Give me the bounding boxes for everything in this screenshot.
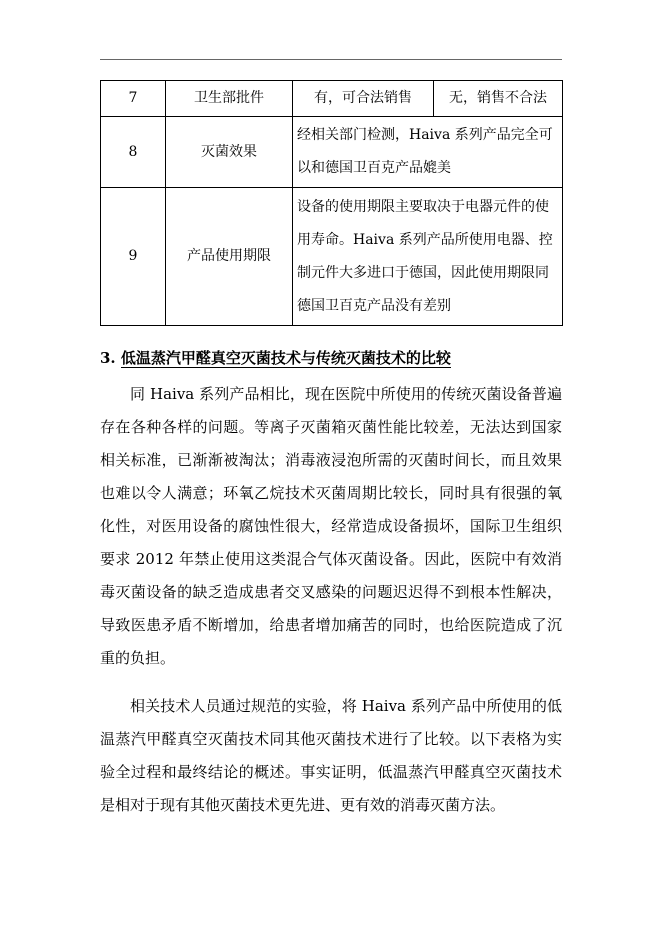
- row-item: 卫生部批件: [166, 81, 293, 117]
- section-title: 低温蒸汽甲醛真空灭菌技术与传统灭菌技术的比较: [120, 349, 451, 367]
- row-number: 7: [101, 81, 166, 117]
- row-description: 经相关部门检测，Haiva 系列产品完全可以和德国卫百克产品媲美: [293, 117, 563, 188]
- row-number: 8: [101, 117, 166, 188]
- paragraph: 同 Haiva 系列产品相比，现在医院中所使用的传统灭菌设备普遍存在各种各样的问题。等离子灭菌箱灭菌性能比较差，无法达到国家相关标准，已渐渐被淘汰；消毒液浸泡所需的灭菌时间长，而且效果也难以令人满意；环氧乙烷技术灭菌周期比较长，同时具有很强的氧化性，对医用设备的腐蚀性很大，经常造成设备损坏，国际卫生组织要求 2012 年禁止使用这类混合气体灭菌设备。因此，医院中有效消毒灭菌设备的缺乏造成患者交叉感染的问题迟迟得不到根本性解决，导致医患矛盾不断增加，给患者增加痛苦的同时，也给医院造成了沉重的负担。: [100, 385, 562, 667]
- table-row: [101, 81, 563, 117]
- row-value-other: 无，销售不合法: [434, 81, 563, 117]
- row-description: 设备的使用期限主要取决于电器元件的使用寿命。Haiva 系列产品所使用电器、控制元件大多进口于德国，因此使用期限同德国卫百克产品没有差别: [293, 188, 563, 326]
- section-number: 3.: [100, 349, 116, 367]
- table-row: [101, 117, 563, 188]
- header-rule: [100, 59, 562, 60]
- row-item: 灭菌效果: [166, 117, 293, 188]
- row-item: 产品使用期限: [166, 188, 293, 326]
- row-value-haiva: 有，可合法销售: [293, 81, 434, 117]
- paragraph: 相关技术人员通过规范的实验，将 Haiva 系列产品中所使用的低温蒸汽甲醛真空灭菌技术同其他灭菌技术进行了比较。以下表格为实验全过程和最终结论的概述。事实证明，低温蒸汽甲醛真空灭菌技术是相对于现有其他灭菌技术更先进、更有效的消毒灭菌方法。: [100, 697, 562, 814]
- table-row: [101, 188, 563, 326]
- row-number: 9: [101, 188, 166, 326]
- comparison-table: [100, 80, 563, 326]
- section-heading: [100, 346, 500, 370]
